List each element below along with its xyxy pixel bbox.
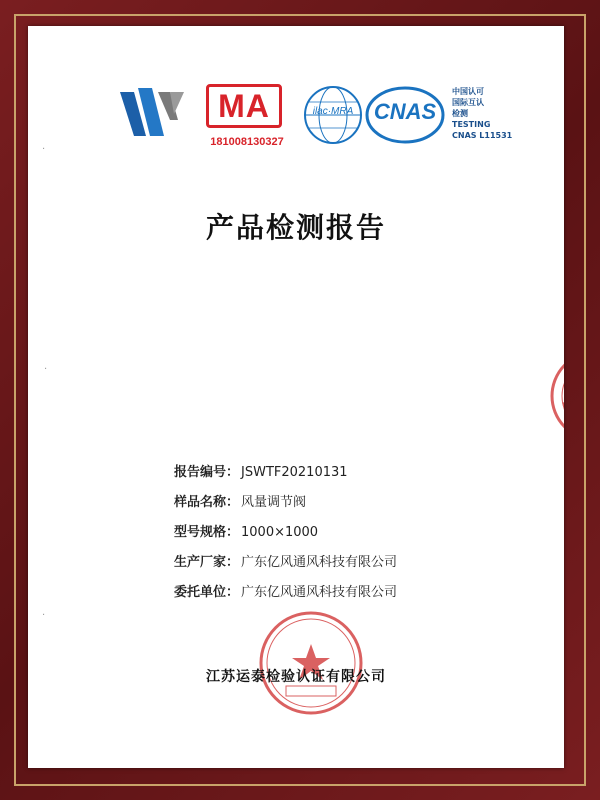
paper-speck: · [44,364,48,375]
report-page [28,26,564,768]
issuing-organization: 江苏运泰检验认证有限公司 [206,669,386,685]
cnas-side-line: 检测 [452,109,468,118]
cnas-logo [364,84,446,146]
company-w-logo-icon [118,84,188,140]
field-value: 广东亿风通风科技有限公司 [241,585,398,600]
field-label: 生产厂家： [174,555,240,570]
cnas-side-text [452,86,542,141]
logo-row [118,80,538,190]
field-value: 1000×1000 [241,525,319,540]
field-label: 型号规格： [174,525,240,540]
ilac-label: ilac·MRA [312,106,354,117]
field-label: 委托单位： [174,585,240,600]
ilac-mra-logo [300,82,366,148]
cnas-side-line: 中国认可 [452,87,484,96]
red-seal-stamp-right [536,346,564,446]
field-value: JSWTF20210131 [241,465,348,480]
field-value: 风量调节阀 [241,495,307,510]
report-title: 产品检测报告 [205,211,386,244]
field-client [174,578,534,608]
field-label: 报告编号： [174,465,240,480]
report-fields [174,458,534,608]
cnas-side-line: 国际互认 [452,98,484,107]
cma-logo-text: MA [218,88,270,124]
cma-logo [202,80,294,170]
field-label: 样品名称： [174,495,240,510]
cnas-side-line: TESTING [452,120,491,129]
field-model-spec [174,518,534,548]
field-report-number [174,458,534,488]
cma-number: 181008130327 [210,136,284,148]
field-sample-name [174,488,534,518]
field-value: 广东亿风通风科技有限公司 [241,555,398,570]
paper-speck: · [42,610,46,621]
field-manufacturer [174,548,534,578]
paper-speck: · [42,144,46,155]
red-seal-stamp [256,608,366,718]
cnas-logo-text: CNAS [373,99,437,124]
cnas-side-line: CNAS L11531 [452,131,513,140]
